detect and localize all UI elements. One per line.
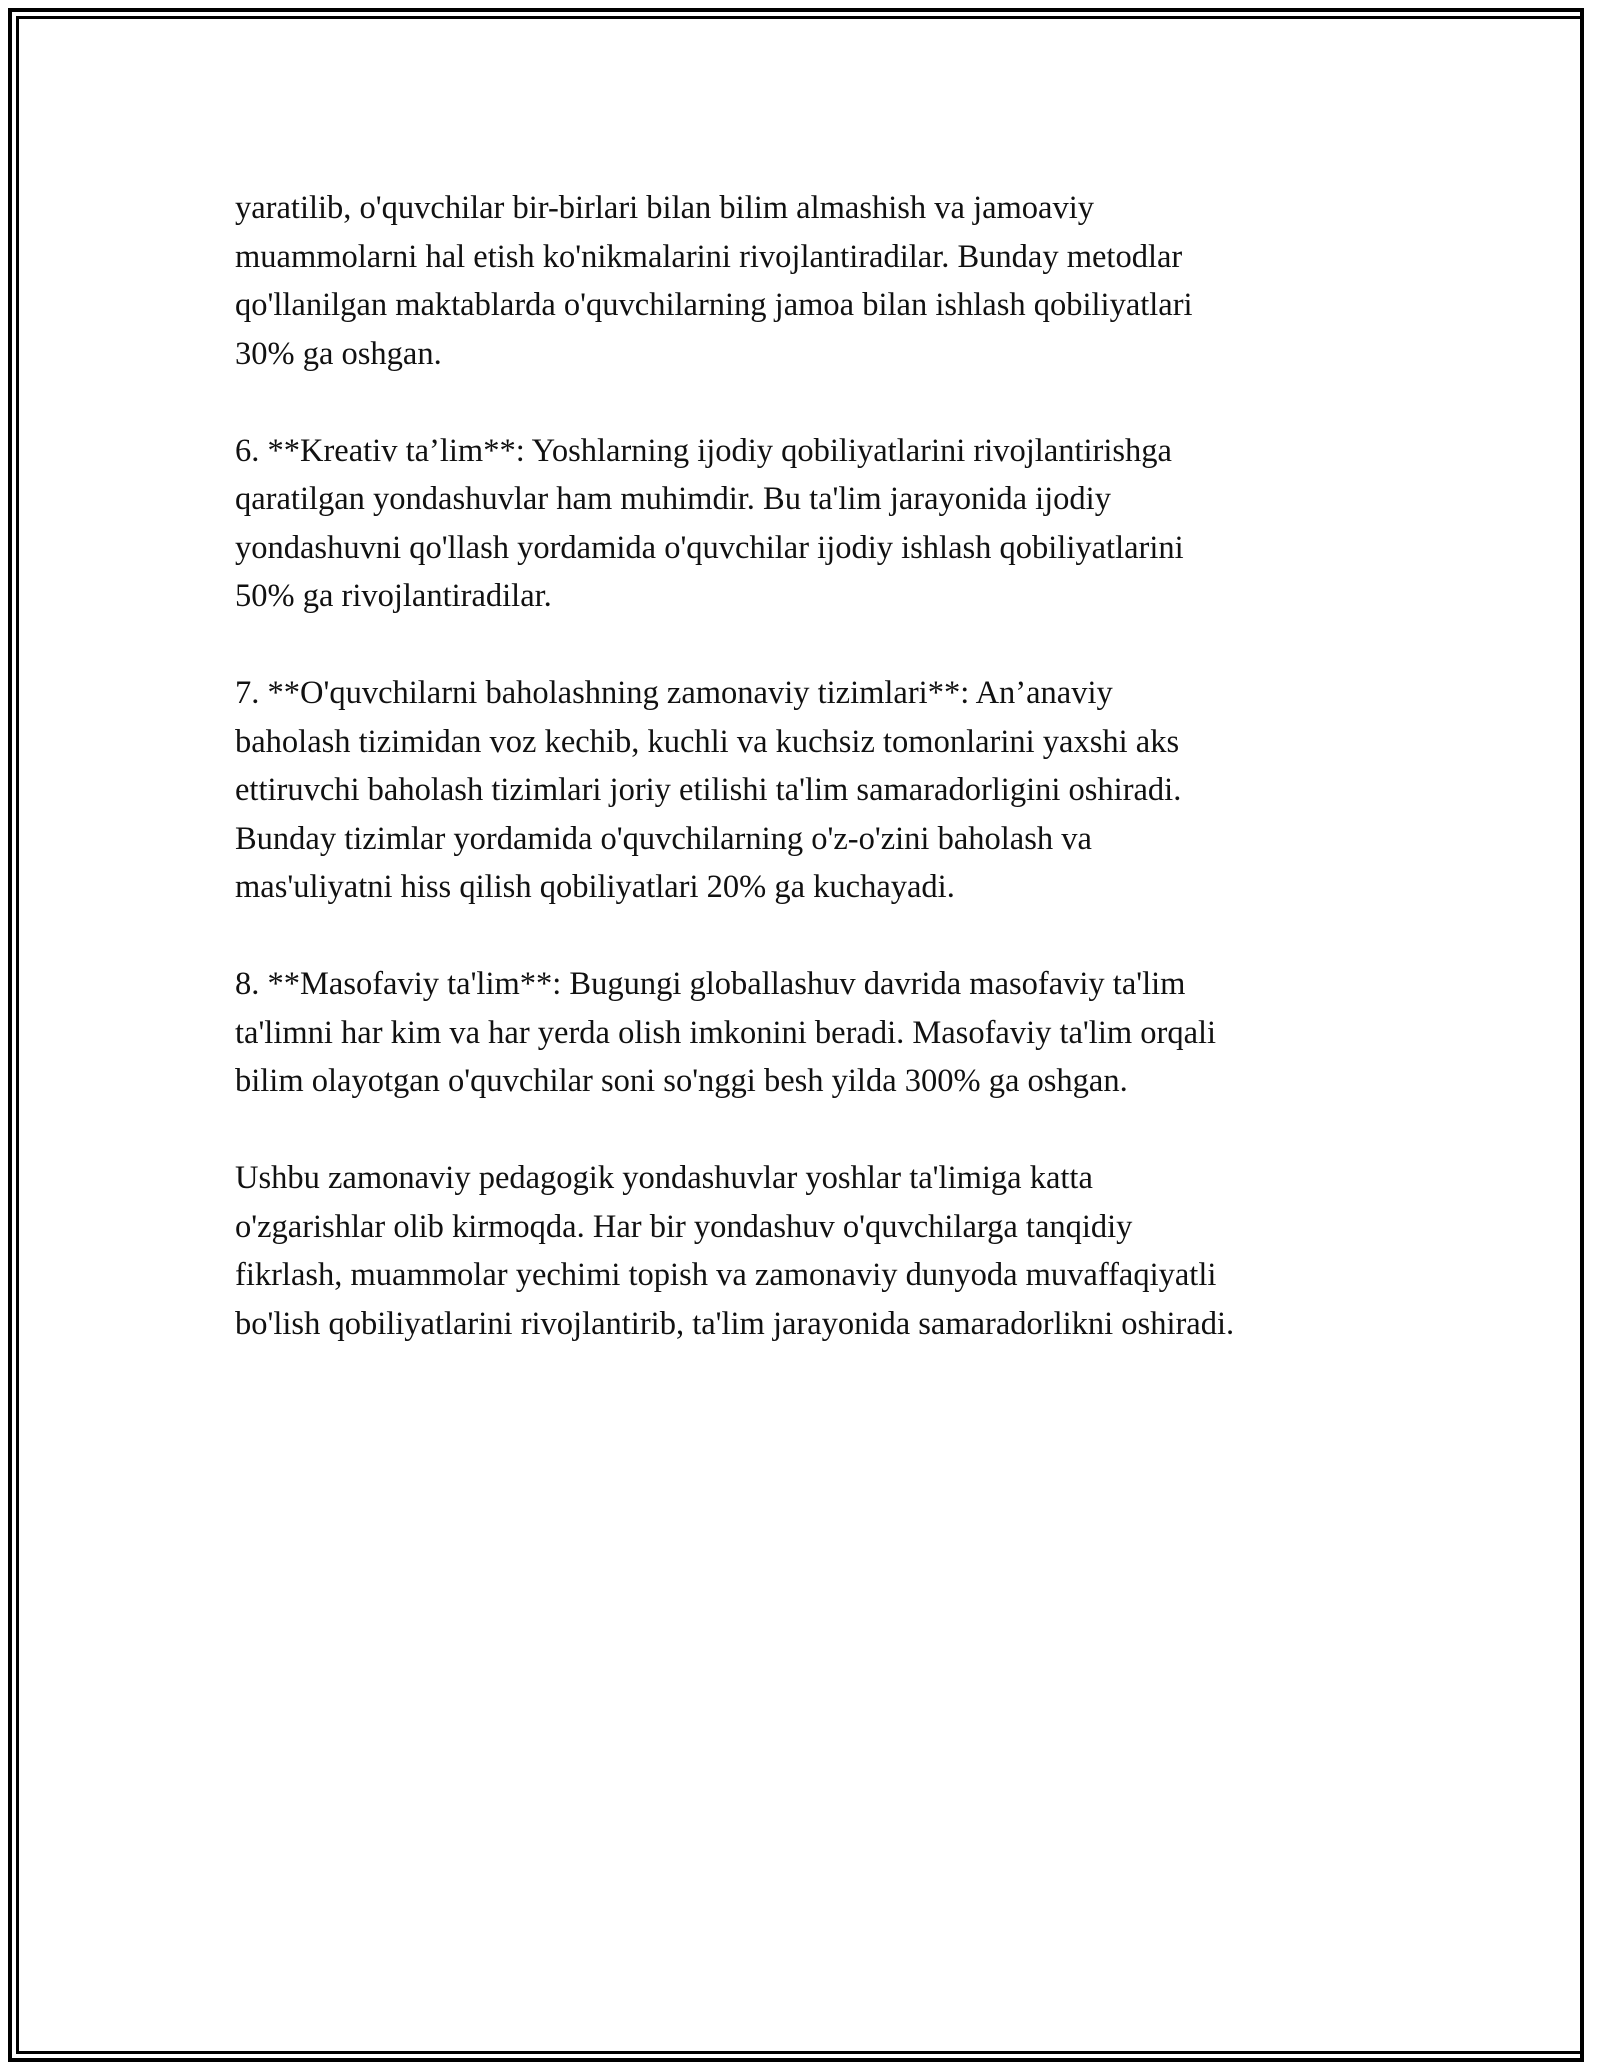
paragraph-continuation: yaratilib, o'quvchilar bir-birlari bilan bilim almashish va jamoaviy muammolarni hal etish ko'nikmalarini rivojlantiradilar. Bunday metodlar qo'llanilgan maktablarda o'quvchilarning jamoa bilan ishlash qobiliyatlari 30% ga oshgan.: [235, 190, 1193, 372]
paragraph-kreativ-talim: 6. **Kreativ ta’lim**: Yoshlarning ijodiy qobiliyatlarini rivojlantirishga qaratilgan yondashuvlar ham muhimdir. Bu ta'lim jarayonida ijodiy yondashuvni qo'llash yordamida o'quvchilar ijodiy ishlash qobiliyatlarini 50% ga rivojlantiradilar.: [235, 432, 1184, 614]
paragraph-masofaviy-talim: 8. **Masofaviy ta'lim**: Bugungi globallashuv davrida masofaviy ta'lim ta'limni har kim va har yerda olish imkonini beradi. Masofaviy ta'lim orqali bilim olayotgan o'quvchilar soni so'nggi besh yilda 300% ga oshgan.: [235, 966, 1217, 1099]
paragraph-conclusion: Ushbu zamonaviy pedagogik yondashuvlar yoshlar ta'limiga katta o'zgarishlar olib kirmoqda. Har bir yondashuv o'quvchilarga tanqidiy fikrlash, muammolar yechimi topish va zamonaviy dunyoda muvaffaqiyatli bo'lish qobiliyatlarini rivojlantirib, ta'lim jarayonida samaradorlikni oshiradi.: [235, 1160, 1235, 1342]
document-body: [235, 184, 1395, 1397]
paragraph-baholash-tizimlari: 7. **O'quvchilarni baholashning zamonaviy tizimlari**: An’anaviy baholash tizimidan voz kechib, kuchli va kuchsiz tomonlarini yaxshi aks ettiruvchi baholash tizimlari joriy etilishi ta'lim samaradorligini oshiradi. Bunday tizimlar yordamida o'quvchilarning o'z-o'zini baholash va mas'uliyatni hiss qilish qobiliyatlari 20% ga kuchayadi.: [235, 675, 1182, 905]
